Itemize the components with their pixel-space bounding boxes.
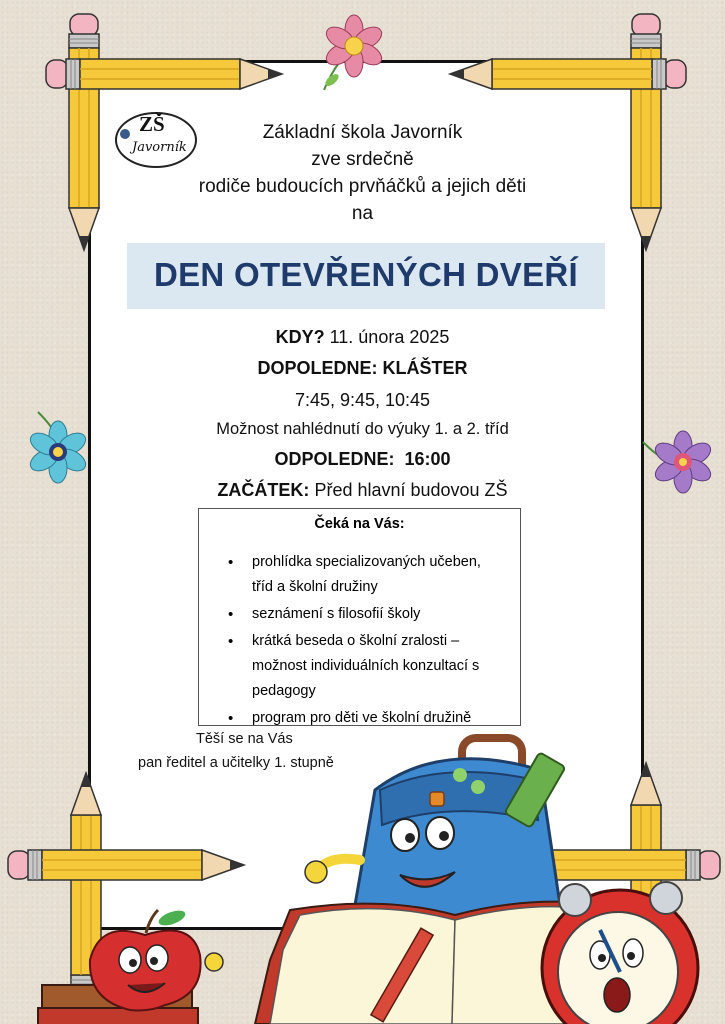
apple-illustration [38, 908, 223, 1024]
pink-flower-icon [323, 15, 386, 90]
intro-line-audience: rodiče budoucích prvňáčků a jejich děti [198, 176, 527, 197]
program-list [199, 550, 520, 731]
pencil-top-left-horizontal [46, 59, 282, 89]
intro-line-school: Základní škola Javorník [262, 122, 463, 143]
pencil-bottom-left-horizontal [8, 850, 244, 880]
intro-line-to: na [351, 203, 374, 224]
program-item [227, 629, 508, 704]
event-title: DEN OTEVŘENÝCH DVEŘÍ [153, 256, 579, 293]
school-bag-illustration [305, 738, 565, 918]
program-item-text: krátká beseda o školní zralosti – [252, 633, 460, 649]
program-item-text: program pro děti ve školní družině [252, 710, 472, 726]
program-item [227, 602, 508, 627]
program-item-text: seznámení s filosofií školy [252, 606, 421, 622]
logo-name: Javorník [132, 140, 187, 155]
when-line [0, 327, 725, 348]
morning-note: Možnost nahlédnutí do výuky 1. a 2. tříd [216, 420, 509, 438]
logo-initials: ZŠ [139, 112, 165, 136]
program-item [227, 706, 508, 731]
closing-signature: pan ředitel a učitelky 1. stupně [138, 755, 334, 771]
program-item-text: prohlídka specializovaných učeben, [252, 554, 481, 570]
alarm-clock-illustration [542, 882, 698, 1024]
intro-line-invite: zve srdečně [311, 149, 414, 170]
afternoon-label: ODPOLEDNE: [274, 449, 395, 469]
morning-label: DOPOLEDNE: KLÁŠTER [257, 358, 468, 378]
start-label: ZAČÁTEK: [217, 480, 310, 500]
program-item-text: možnost individuálních konzultací s [252, 658, 480, 674]
start-value: Před hlavní budovou ZŠ [314, 480, 508, 500]
when-label: KDY? [275, 327, 325, 347]
program-item [227, 550, 508, 600]
start-line [0, 480, 725, 501]
pencil-top-right-horizontal [450, 59, 686, 89]
closing-greeting: Těší se na Vás [196, 731, 293, 747]
program-item-text: pedagogy [252, 683, 316, 699]
program-box [198, 508, 521, 726]
program-item-text: tříd a školní družiny [252, 579, 378, 595]
afternoon-time: 16:00 [404, 449, 451, 469]
when-value: 11. února 2025 [329, 327, 450, 347]
morning-times: 7:45, 9:45, 10:45 [294, 390, 431, 410]
program-title: Čeká na Vás: [314, 516, 405, 532]
afternoon-line [0, 449, 725, 470]
